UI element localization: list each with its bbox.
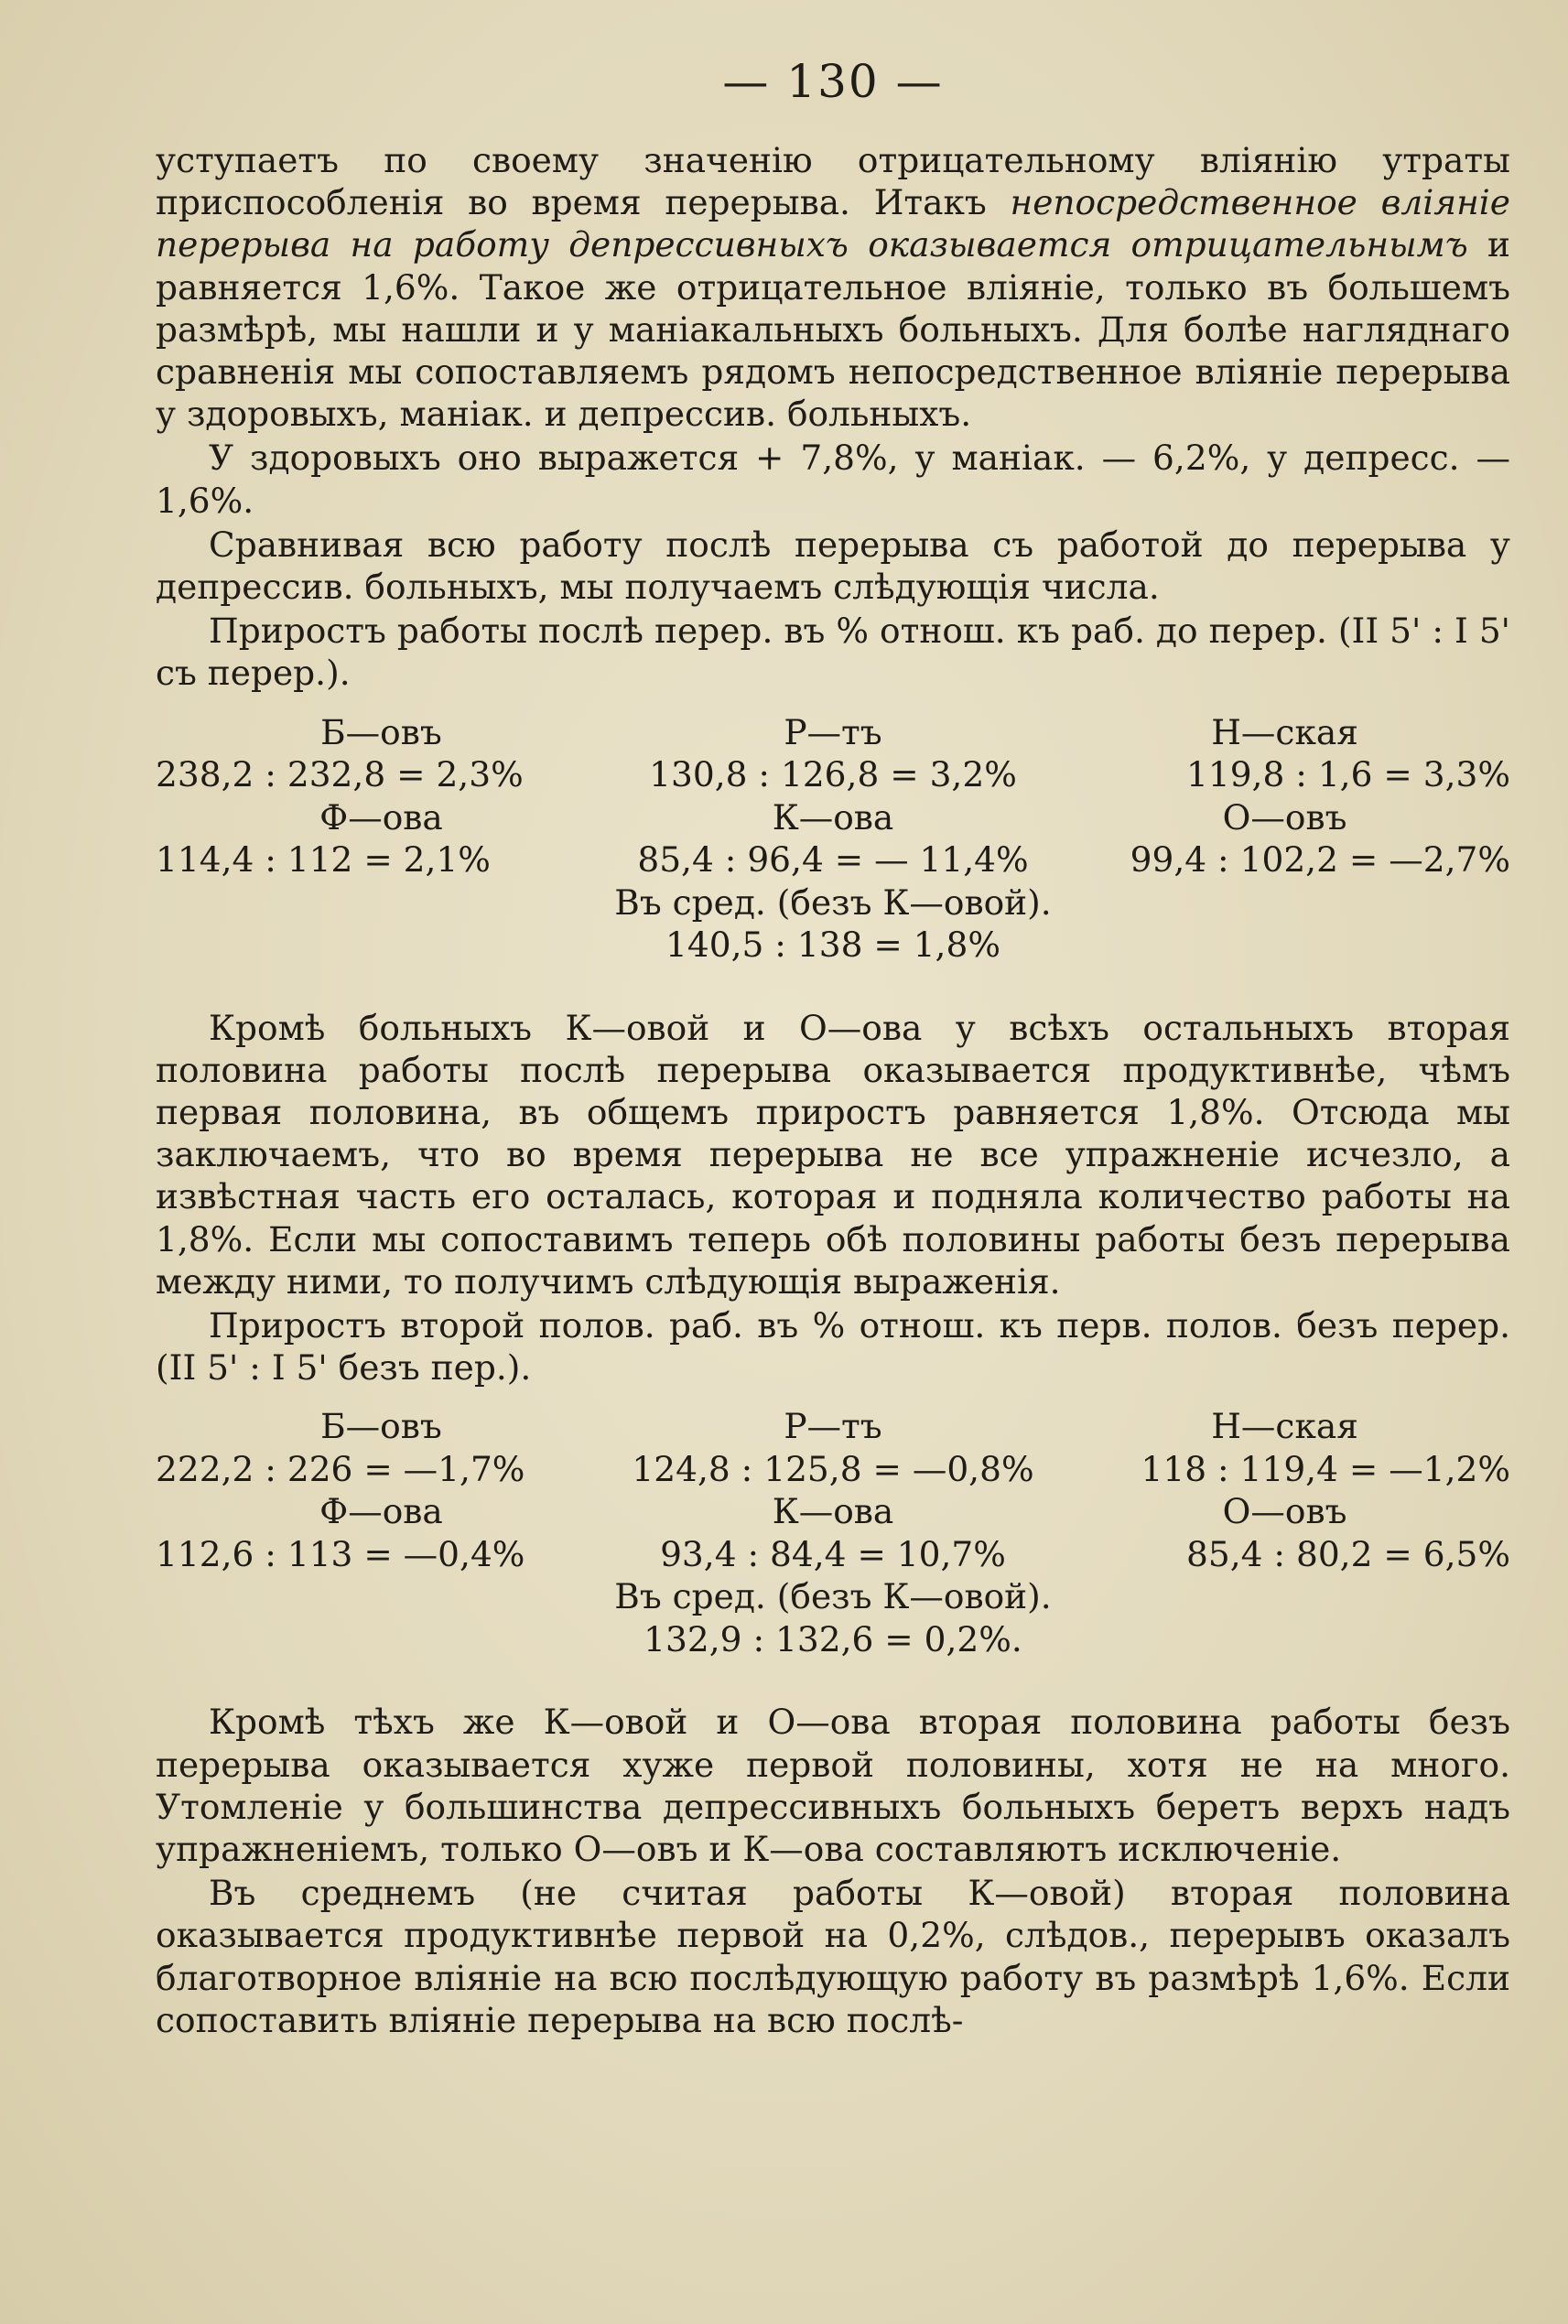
table-average-value: 132,9 : 132,6 = 0,2%.	[643, 1618, 1022, 1659]
table-cell: О—овъ	[1222, 1491, 1347, 1532]
table-cell: Р—тъ	[784, 1406, 882, 1447]
table-cell: Н—ская	[1211, 1406, 1358, 1447]
paragraph-2: У здоровыхъ оно выражется + 7,8%, у маніак. — 6,2%, у депресс. —1,6%.	[156, 438, 1510, 521]
table-average-value: 140,5 : 138 = 1,8%	[665, 924, 1000, 966]
table-row	[156, 1533, 1510, 1576]
table-cell: Ф—ова	[319, 1491, 443, 1532]
paragraph-5: Кромѣ больныхъ К—овой и О—ова у всѣхъ остальныхъ вторая половина работы послѣ перерыва оказывается продуктивнѣе, чѣмъ первая половина, въ общемъ приростъ равняется 1,8%. Отсюда мы заключаемъ, что во время перерыва не все упражненіе исчезло, а извѣстная часть его осталась, которая и подняла количество работы на 1,8%. Если мы сопоставимъ теперь обѣ половины работы безъ перерыва между ними, то получимъ слѣдующія выраженія.	[156, 1007, 1510, 1302]
table-row	[156, 1448, 1510, 1491]
table-row	[156, 753, 1510, 796]
page-number: — 130 —	[722, 55, 944, 108]
table-cell: 114,4 : 112 = 2,1%	[156, 839, 491, 881]
paragraph-6: Приростъ второй полов. раб. въ % отнош. къ перв. полов. безъ перер. (II 5' : I 5' безъ пер.).	[156, 1305, 1510, 1389]
table-cell: 85,4 : 80,2 = 6,5%	[1185, 1533, 1510, 1574]
table-average-label: Въ сред. (безъ К—овой).	[614, 881, 1052, 923]
table-cell: Н—ская	[1211, 711, 1358, 752]
spacer	[156, 967, 1510, 1007]
table-cell: 85,4 : 96,4 = — 11,4%	[637, 839, 1029, 881]
table-cell: К—ова	[772, 1491, 894, 1532]
table-cell: О—овъ	[1222, 796, 1347, 838]
table-row	[156, 711, 1510, 754]
table-cell: Р—тъ	[784, 711, 882, 752]
paragraph-7: Кромѣ тѣхъ же К—овой и О—ова вторая половина работы безъ перерыва оказывается хуже первой половины, хотя не на много. Утомленіе у большинства депрессивныхъ больныхъ беретъ верхъ надъ упражненіемъ, только О—овъ и К—ова составляютъ исключеніе.	[156, 1702, 1510, 1870]
table-cell: 222,2 : 226 = —1,7%	[156, 1448, 525, 1489]
table-cell: 119,8 : 1,6 = 3,3%	[1185, 754, 1510, 795]
paragraph-4: Приростъ работы послѣ перер. въ % отнош. къ раб. до перер. (II 5' : I 5' съ перер.).	[156, 611, 1510, 694]
table-cell: 112,6 : 113 = —0,4%	[156, 1533, 525, 1574]
table-cell: К—ова	[772, 796, 894, 838]
table-row	[156, 796, 1510, 839]
paragraph-1-italic: непосредственное вліяніе перерыва на работу депрессивныхъ оказывается отрицательнымъ	[156, 182, 1510, 265]
table-cell: Ф—ова	[319, 796, 443, 838]
paragraph-1-start: уступаетъ по своему значенію отрицательному вліянію утраты приспособленія во время перерыва. Итакъ	[156, 140, 1510, 223]
paragraph-1	[156, 139, 1510, 435]
table-cell: 99,4 : 102,2 = —2,7%	[1130, 839, 1510, 881]
paragraph-8: Въ среднемъ (не считая работы К—овой) вторая половина оказывается продуктивнѣе первой на 0,2%, слѣдов., перерывъ оказалъ благотворное вліяніе на всю послѣдующую работу въ размѣрѣ 1,6%. Если сопоставить вліяніе перерыва на всю послѣ-	[156, 1873, 1510, 2040]
table-cell: 93,4 : 84,4 = 10,7%	[660, 1533, 1006, 1574]
table-cell: 238,2 : 232,8 = 2,3%	[156, 754, 524, 795]
paragraph-1-end: и равняется 1,6%. Такое же отрицательное вліяніе, только въ большемъ размѣрѣ, мы нашли и у маніакальныхъ больныхъ. Для болѣе нагляднаго сравненія мы сопоставляемъ рядомъ непосредственное вліяніе перерыва у здоровыхъ, маніак. и депрессив. больныхъ.	[156, 224, 1510, 435]
table-cell: 124,8 : 125,8 = —0,8%	[632, 1448, 1034, 1489]
paragraph-3: Сравнивая всю работу послѣ перерыва съ работой до перерыва у депрессив. больныхъ, мы получаемъ слѣдующія числа.	[156, 524, 1510, 608]
table-row	[156, 838, 1510, 881]
table-with-break	[156, 711, 1510, 967]
book-page	[156, 55, 1510, 2041]
table-average-label: Въ сред. (безъ К—овой).	[614, 1576, 1052, 1617]
table-cell: 130,8 : 126,8 = 3,2%	[649, 754, 1017, 795]
table-row	[156, 1405, 1510, 1448]
spacer	[156, 1660, 1510, 1701]
table-row	[156, 1490, 1510, 1533]
table-cell: Б—овъ	[320, 1406, 442, 1447]
table-cell: 118 : 119,4 = —1,2%	[1141, 1448, 1510, 1489]
table-cell: Б—овъ	[320, 711, 442, 752]
table-without-break	[156, 1405, 1510, 1660]
